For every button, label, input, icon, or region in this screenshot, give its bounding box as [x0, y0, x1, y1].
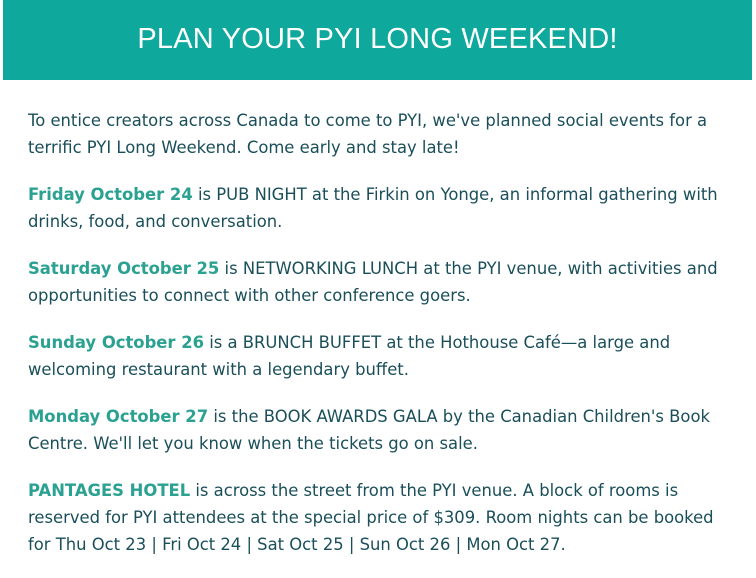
hotel-paragraph [28, 477, 728, 558]
hotel-name: PANTAGES HOTEL [28, 481, 191, 500]
event-sunday [28, 329, 728, 383]
event-date: Saturday October 25 [28, 259, 220, 278]
page-title: PLAN YOUR PYI LONG WEEKEND! [137, 22, 618, 55]
event-description: is PUB NIGHT at the Firkin on Yonge, an informal gathering with drinks, food, and conversation. [28, 185, 718, 231]
event-date: Sunday October 26 [28, 333, 205, 352]
event-description: is a BRUNCH BUFFET at the Hothouse Café—a large and welcoming restaurant with a legendary buffet. [28, 333, 671, 379]
event-friday [28, 181, 728, 235]
event-saturday [28, 255, 728, 309]
event-description: is NETWORKING LUNCH at the PYI venue, with activities and opportunities to connect with other conference goers. [28, 259, 718, 305]
intro-paragraph: To entice creators across Canada to come to PYI, we've planned social events for a terrific PYI Long Weekend. Come early and stay late! [28, 111, 708, 157]
event-monday [28, 403, 728, 457]
header-banner [3, 0, 752, 80]
event-content [28, 107, 728, 578]
event-date: Monday October 27 [28, 407, 209, 426]
event-date: Friday October 24 [28, 185, 193, 204]
hotel-description: is across the street from the PYI venue. A block of rooms is reserved for PYI attendees at the special price of $309. Room nights can be booked for Thu Oct 23 | Fri Oct 24 | Sat Oct 25 | Sun Oct 26 | Mon Oct 27. [28, 481, 714, 554]
event-description: is the BOOK AWARDS GALA by the Canadian Children's Book Centre. We'll let you know when the tickets go on sale. [28, 407, 710, 453]
